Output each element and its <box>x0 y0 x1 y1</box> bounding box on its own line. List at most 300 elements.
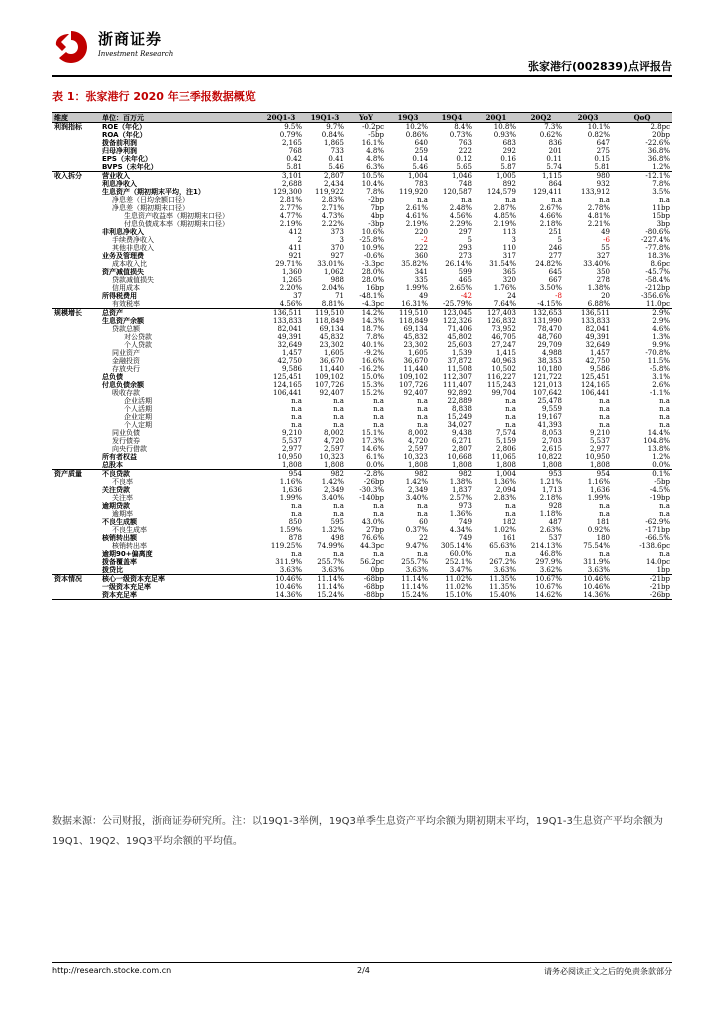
cell-value: 645 <box>548 268 562 276</box>
cell-value: 14.6% <box>361 445 384 453</box>
cell-value: 16bp <box>366 284 384 292</box>
cell-value: 13.8% <box>647 445 670 453</box>
cell-value: 599 <box>458 268 472 276</box>
cell-value: 1.38% <box>449 478 472 486</box>
cell-value: 27bp <box>366 526 384 534</box>
cell-value: 127,403 <box>474 309 518 318</box>
cell-value: 928 <box>548 502 562 510</box>
cell-value: 8,838 <box>451 405 472 413</box>
cell-value: 8,053 <box>541 429 562 437</box>
cell-value: 118,849 <box>399 317 428 325</box>
cell-value: 11,508 <box>447 365 472 373</box>
row-category <box>52 300 100 309</box>
cell-value: 749 <box>458 534 472 542</box>
cell-value: 0.82% <box>587 131 610 139</box>
cell-value: 2,597 <box>323 445 344 453</box>
cell-value: 111,407 <box>443 381 472 389</box>
table-row <box>52 373 672 381</box>
cell-value: 11.5% <box>647 357 670 365</box>
cell-value: 11.14% <box>386 575 430 584</box>
cell-value: 953 <box>518 470 564 479</box>
cell-value: n.a <box>373 510 384 518</box>
cell-value: 222 <box>414 244 428 252</box>
cell-value: 109,102 <box>315 373 344 381</box>
cell-value: -3bp <box>368 220 384 228</box>
cell-value: 7.64% <box>493 300 516 308</box>
cell-value: 10.46% <box>258 575 304 584</box>
cell-value: 10,822 <box>537 453 562 461</box>
cell-value: 10,950 <box>585 453 610 461</box>
cell-value: 11.14% <box>401 583 428 591</box>
row-label: 逾期贷款 <box>102 502 130 510</box>
cell-value: 25,478 <box>537 397 562 405</box>
cell-value: 49 <box>601 228 610 236</box>
cell-value: 2,349 <box>323 486 344 494</box>
cell-value: n.a <box>373 397 384 405</box>
cell-value: 5.74 <box>546 163 562 171</box>
cell-value: 69,134 <box>403 325 428 333</box>
table-row <box>52 300 672 309</box>
cell-value: 927 <box>330 252 344 260</box>
table-row <box>52 502 672 510</box>
cell-value: 28.0% <box>361 268 384 276</box>
cell-value: 49,391 <box>585 333 610 341</box>
cell-value: 255.7% <box>317 558 344 566</box>
cell-value: 2.9% <box>612 309 672 318</box>
cell-value: 3.63% <box>279 566 302 574</box>
source-note: 数据来源：公司财报，浙商证券研究所。注：以19Q1-3举例，19Q3单季生息资产平均余额为期初期末平均，19Q1-3生息资产平均余额为19Q1、19Q2、19Q3平均余额的平均值。 <box>52 816 663 847</box>
cell-value: 45,802 <box>447 333 472 341</box>
cell-value: 297.9% <box>535 558 562 566</box>
cell-value: 1.99% <box>587 494 610 502</box>
table-row <box>52 486 672 494</box>
row-label: 核销转出率 <box>112 542 147 550</box>
cell-value: 487 <box>548 518 562 526</box>
table-row <box>52 550 672 558</box>
cell-value: 42,750 <box>585 357 610 365</box>
cell-value: 10.46% <box>583 583 610 591</box>
cell-value: 7,574 <box>495 429 516 437</box>
cell-value: -70.8% <box>645 349 670 357</box>
row-label: 净息差（期初期末口径） <box>112 204 189 212</box>
cell-value: -9.2% <box>363 349 384 357</box>
cell-value: 129,300 <box>273 188 302 196</box>
cell-value: 1,457 <box>589 349 610 357</box>
cell-value: 537 <box>548 534 562 542</box>
cell-value: 74.99% <box>317 542 344 550</box>
table-row <box>52 292 672 300</box>
table-header-row <box>52 113 672 123</box>
cell-value: 10,323 <box>403 453 428 461</box>
cell-value: 14.36% <box>258 591 304 600</box>
cell-value: 4.8% <box>366 155 384 163</box>
cell-value: 1.36% <box>449 510 472 518</box>
table-row <box>52 172 672 181</box>
cell-value: n.a <box>505 196 516 204</box>
row-category: 规模增长 <box>52 309 100 318</box>
cell-value: -22.6% <box>645 139 670 147</box>
cell-value: 125,451 <box>581 373 610 381</box>
cell-value: 954 <box>564 470 612 479</box>
cell-value: 106,441 <box>273 389 302 397</box>
cell-value: n.a <box>417 421 428 429</box>
cell-value: n.a <box>659 502 670 510</box>
cell-value: 0.0% <box>652 461 670 469</box>
cell-value: 373 <box>330 228 344 236</box>
cell-value: 14.4% <box>647 429 670 437</box>
cell-value: -0.2pc <box>362 123 384 131</box>
cell-value: 1.2% <box>652 453 670 461</box>
cell-value: 2.29% <box>449 220 472 228</box>
cell-value: 0.84% <box>321 131 344 139</box>
cell-value: n.a <box>373 421 384 429</box>
cell-value: 5.87 <box>500 163 516 171</box>
cell-value: n.a <box>333 397 344 405</box>
cell-value: 124,165 <box>581 381 610 389</box>
cell-value: 6.3% <box>366 163 384 171</box>
cell-value: 0bp <box>370 566 384 574</box>
cell-value: 10,323 <box>319 453 344 461</box>
table-row <box>52 478 672 486</box>
cell-value: -356.6% <box>640 292 670 300</box>
cell-value: -62.9% <box>645 518 670 526</box>
cell-value: 17.3% <box>361 437 384 445</box>
cell-value: 2,977 <box>281 445 302 453</box>
cell-value: 37 <box>293 292 302 300</box>
cell-value: 2.71% <box>321 204 344 212</box>
table-row <box>52 317 672 325</box>
cell-value: 0.73% <box>449 131 472 139</box>
cell-value: 182 <box>502 518 516 526</box>
cell-value: 1,265 <box>281 276 302 284</box>
cell-value: 0.86% <box>405 131 428 139</box>
cell-value: n.a <box>599 502 610 510</box>
cell-value: 37,872 <box>447 357 472 365</box>
row-category: 资本情况 <box>52 575 100 584</box>
cell-value: 15bp <box>652 212 670 220</box>
cell-value: 8.6pc <box>650 260 670 268</box>
cell-value: 14.0pc <box>646 558 670 566</box>
cell-value: 15,249 <box>447 413 472 421</box>
table-row <box>52 180 672 188</box>
cell-value: n.a <box>599 405 610 413</box>
cell-value: -171bp <box>645 526 670 534</box>
row-category <box>52 421 100 429</box>
cell-value: 161 <box>502 534 516 542</box>
row-label: 向央行借款 <box>112 445 147 453</box>
cell-value: 82,041 <box>585 325 610 333</box>
cell-value: -12.1% <box>612 172 672 181</box>
cell-value: -25.8% <box>359 236 384 244</box>
cell-value: 126,832 <box>487 317 516 325</box>
row-category <box>52 397 100 405</box>
row-label: 个人活期 <box>124 405 152 413</box>
cell-value: 1.38% <box>587 284 610 292</box>
row-label: 有效税率 <box>112 300 140 308</box>
cell-value: 36.8% <box>647 155 670 163</box>
cell-value: 2.48% <box>449 204 472 212</box>
table-row <box>52 405 672 413</box>
brand-logo-icon <box>52 28 90 66</box>
cell-value: 119,510 <box>304 309 346 318</box>
cell-value: n.a <box>659 413 670 421</box>
cell-value: n.a <box>505 550 516 558</box>
table-row <box>52 147 672 155</box>
cell-value: 10.1% <box>587 123 610 131</box>
row-category <box>52 453 100 461</box>
cell-value: n.a <box>373 550 384 558</box>
cell-value: 23,302 <box>403 341 428 349</box>
cell-value: n.a <box>659 510 670 518</box>
cell-value: -212bp <box>645 284 670 292</box>
cell-value: 2.6% <box>652 381 670 389</box>
cell-value: 335 <box>414 276 428 284</box>
cell-value: 1.59% <box>279 526 302 534</box>
row-label: 吸收存款 <box>112 389 140 397</box>
cell-value: n.a <box>599 397 610 405</box>
cell-value: n.a <box>659 550 670 558</box>
cell-value: 2.67% <box>539 204 562 212</box>
cell-value: 9.9% <box>652 341 670 349</box>
table-row <box>52 583 672 591</box>
cell-value: 4.85% <box>493 212 516 220</box>
row-label: 总负债 <box>102 373 123 381</box>
cell-value: 2.22% <box>321 220 344 228</box>
row-category <box>52 284 100 292</box>
table-row <box>52 228 672 236</box>
cell-value: 982 <box>304 470 346 479</box>
cell-value: 29,709 <box>537 341 562 349</box>
cell-value: 27,247 <box>491 341 516 349</box>
row-category <box>52 502 100 510</box>
row-category <box>52 445 100 453</box>
table-row <box>52 429 672 437</box>
column-header: YoY <box>346 113 386 123</box>
cell-value: -5bp <box>368 131 384 139</box>
cell-value: 350 <box>596 268 610 276</box>
cell-value: 119.25% <box>270 542 302 550</box>
cell-value: 28.0% <box>361 276 384 284</box>
row-label: 不良生成额 <box>102 518 137 526</box>
cell-value: 0.92% <box>587 526 610 534</box>
cell-value: 15.10% <box>430 591 474 600</box>
cell-value: 71,406 <box>447 325 472 333</box>
row-category <box>52 461 100 470</box>
cell-value: -26bp <box>363 478 384 486</box>
cell-value: 2.21% <box>587 220 610 228</box>
cell-value: 749 <box>458 518 472 526</box>
cell-value: 2,977 <box>589 445 610 453</box>
cell-value: 267.2% <box>489 558 516 566</box>
cell-value: 110 <box>502 244 516 252</box>
cell-value: 292 <box>502 147 516 155</box>
cell-value: 1.42% <box>405 478 428 486</box>
cell-value: 22 <box>419 534 428 542</box>
cell-value: n.a <box>417 196 428 204</box>
cell-value: n.a <box>599 510 610 518</box>
column-header: QoQ <box>612 113 672 123</box>
row-label: 营业收入 <box>100 172 258 181</box>
column-header: 20Q2 <box>518 113 564 123</box>
cell-value: 932 <box>596 180 610 188</box>
row-label: 归母净利润 <box>102 147 137 155</box>
report-title: 张家港行(002839)点评报告 <box>528 60 672 73</box>
row-label: 信用成本 <box>112 284 140 292</box>
cell-value: 10.6% <box>361 228 384 236</box>
cell-value: 982 <box>386 470 430 479</box>
cell-value: 45,832 <box>319 333 344 341</box>
cell-value: 8.81% <box>321 300 344 308</box>
cell-value: n.a <box>291 421 302 429</box>
cell-value: 124,165 <box>273 381 302 389</box>
cell-value: 0.15 <box>594 155 610 163</box>
row-label: 金融投资 <box>112 357 140 365</box>
cell-value: 2.18% <box>539 494 562 502</box>
cell-value: 1,005 <box>474 172 518 181</box>
cell-value: 9,586 <box>589 365 610 373</box>
cell-value: 5.46 <box>328 163 344 171</box>
cell-value: 1,115 <box>518 172 564 181</box>
row-category <box>52 147 100 155</box>
cell-value: 1.2% <box>652 163 670 171</box>
row-category <box>52 204 100 212</box>
cell-value: 1,808 <box>407 461 428 469</box>
row-label: 逾期90+偏离度 <box>102 550 153 558</box>
table-row <box>52 558 672 566</box>
cell-value: -5.8% <box>649 365 670 373</box>
cell-value: 10.9% <box>361 244 384 252</box>
cell-value: 10,668 <box>447 453 472 461</box>
cell-value: 42,750 <box>277 357 302 365</box>
cell-value: 16.31% <box>401 300 428 308</box>
table-row <box>52 526 672 534</box>
cell-value: 1bp <box>656 566 670 574</box>
cell-value: 1,636 <box>589 486 610 494</box>
cell-value: 125,451 <box>273 373 302 381</box>
cell-value: 365 <box>502 268 516 276</box>
cell-value: 2.04% <box>321 284 344 292</box>
cell-value: 2.78% <box>587 204 610 212</box>
cell-value: 1.21% <box>539 478 562 486</box>
footer-disclaimer: 请务必阅读正文之后的免责条款部分 <box>544 967 672 976</box>
cell-value: 133,833 <box>581 317 610 325</box>
cell-value: 104.8% <box>643 437 670 445</box>
cell-value: 116,227 <box>487 373 516 381</box>
cell-value: 214.13% <box>530 542 562 550</box>
cell-value: n.a <box>599 421 610 429</box>
cell-value: 120,587 <box>443 188 472 196</box>
cell-value: 273 <box>458 252 472 260</box>
row-label: 付息负债余额 <box>102 381 144 389</box>
cell-value: 136,511 <box>258 309 304 318</box>
row-label: 拨备前利润 <box>102 139 137 147</box>
cell-value: 121,722 <box>533 373 562 381</box>
cell-value: 0.12 <box>456 155 472 163</box>
table-row <box>52 437 672 445</box>
row-category <box>52 317 100 325</box>
cell-value: 3bp <box>656 220 670 228</box>
table-row <box>52 413 672 421</box>
cell-value: 20 <box>601 292 610 300</box>
data-table <box>52 112 672 600</box>
row-category <box>52 583 100 591</box>
cell-value: n.a <box>461 196 472 204</box>
cell-value: 48,760 <box>537 333 562 341</box>
table-row <box>52 155 672 163</box>
cell-value: 33.40% <box>583 260 610 268</box>
cell-value: 3.40% <box>405 494 428 502</box>
cell-value: n.a <box>333 421 344 429</box>
cell-value: 850 <box>288 518 302 526</box>
cell-value: 118,849 <box>315 317 344 325</box>
data-table-container <box>52 112 672 600</box>
cell-value: 11.35% <box>489 583 516 591</box>
cell-value: 341 <box>414 268 428 276</box>
cell-value: n.a <box>373 502 384 510</box>
cell-value: 988 <box>330 276 344 284</box>
cell-value: -19bp <box>649 494 670 502</box>
cell-value: 4.77% <box>279 212 302 220</box>
cell-value: 5.46 <box>412 163 428 171</box>
cell-value: 1,808 <box>451 461 472 469</box>
cell-value: 43.0% <box>361 518 384 526</box>
cell-value: 18.7% <box>361 325 384 333</box>
cell-value: 0.14 <box>412 155 428 163</box>
cell-value: 836 <box>548 139 562 147</box>
table-row <box>52 421 672 429</box>
cell-value: 10.67% <box>535 583 562 591</box>
cell-value: 106,441 <box>581 389 610 397</box>
cell-value: 4.61% <box>405 212 428 220</box>
row-label: 总资产 <box>100 309 258 318</box>
cell-value: 1,636 <box>281 486 302 494</box>
cell-value: 71 <box>335 292 344 300</box>
row-label: 同业资产 <box>112 349 140 357</box>
cell-value: 293 <box>458 244 472 252</box>
cell-value: 3.5% <box>652 188 670 196</box>
cell-value: n.a <box>291 413 302 421</box>
cell-value: 6.88% <box>587 300 610 308</box>
footer-url[interactable]: http://research.stocke.com.cn <box>52 966 172 975</box>
cell-value: 864 <box>548 180 562 188</box>
row-category <box>52 478 100 486</box>
cell-value: 26.14% <box>445 260 472 268</box>
cell-value: 1.32% <box>321 526 344 534</box>
cell-value: 133,833 <box>273 317 302 325</box>
cell-value: 2.19% <box>405 220 428 228</box>
cell-value: 7.3% <box>544 123 562 131</box>
row-category <box>52 494 100 502</box>
cell-value: 2.8pc <box>650 123 670 131</box>
cell-value: 251 <box>548 228 562 236</box>
cell-value: 10.8% <box>493 123 516 131</box>
cell-value: -58.4% <box>645 276 670 284</box>
cell-value: -26bp <box>612 591 672 600</box>
cell-value: -227.4% <box>640 236 670 244</box>
cell-value: 2 <box>297 236 302 244</box>
cell-value: 3.63% <box>493 566 516 574</box>
cell-value: 278 <box>596 276 610 284</box>
cell-value: 0.62% <box>539 131 562 139</box>
cell-value: 11.02% <box>445 583 472 591</box>
cell-value: 1,004 <box>474 470 518 479</box>
row-label: 关注率 <box>112 494 133 502</box>
table-row <box>52 566 672 575</box>
cell-value: 4,720 <box>407 437 428 445</box>
row-category <box>52 591 100 600</box>
row-label: 核心一级资本充足率 <box>100 575 258 584</box>
cell-value: 107,726 <box>315 381 344 389</box>
